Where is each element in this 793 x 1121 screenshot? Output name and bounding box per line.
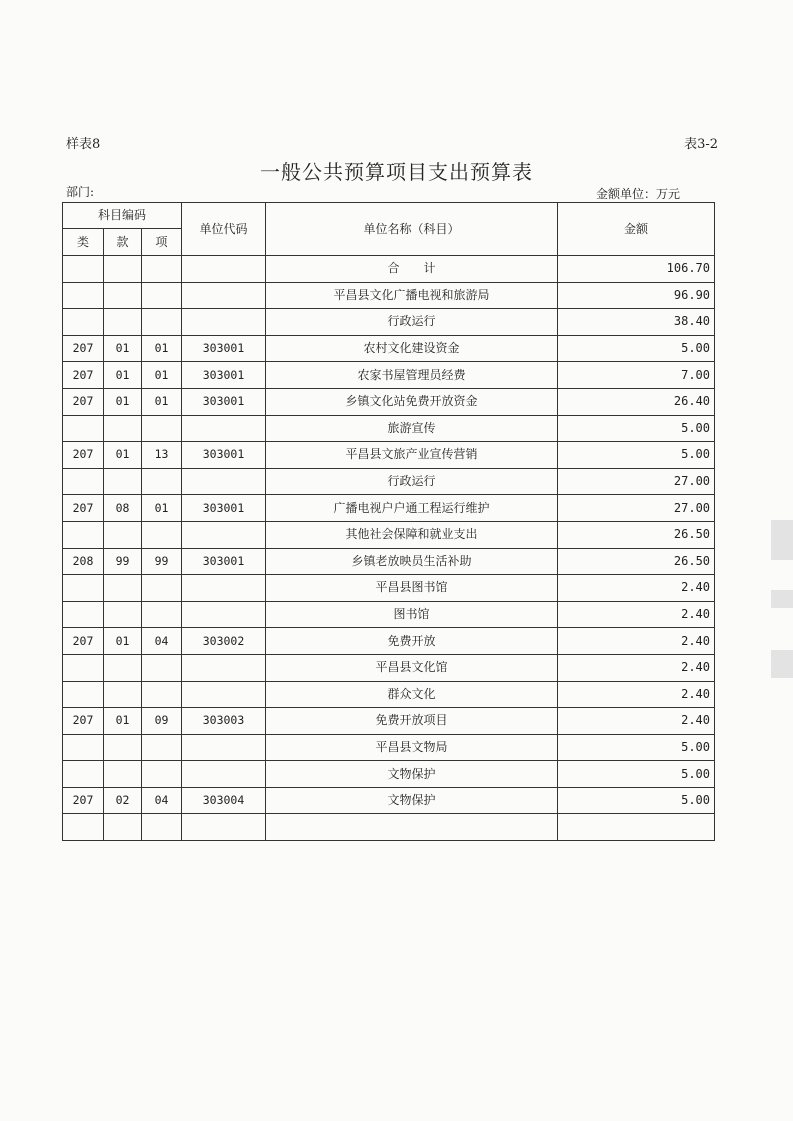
unit-name-cell: 行政运行: [266, 468, 558, 495]
kuan-cell: 08: [104, 495, 142, 522]
table-row: [63, 787, 715, 814]
xiang-cell: [142, 521, 182, 548]
unit-code-cell: 303004: [182, 787, 266, 814]
page-title: 一般公共预算项目支出预算表: [260, 160, 533, 184]
table-row: [63, 495, 715, 522]
scan-edge-mark: [771, 650, 793, 678]
xiang-cell: 01: [142, 335, 182, 362]
kuan-cell: [104, 282, 142, 309]
unit-code-cell: 303001: [182, 442, 266, 469]
kuan-cell: [104, 309, 142, 336]
unit-code-cell: [182, 282, 266, 309]
unit-code-cell: 303003: [182, 708, 266, 735]
table-row: [63, 734, 715, 761]
kuan-cell: [104, 681, 142, 708]
amount-cell: 5.00: [558, 442, 715, 469]
table-row: [63, 388, 715, 415]
amount-cell: 26.50: [558, 521, 715, 548]
kuan-cell: 01: [104, 335, 142, 362]
department-label: 部门:: [66, 185, 95, 199]
xiang-cell: [142, 654, 182, 681]
xiang-header: 项: [142, 229, 182, 256]
xiang-cell: 04: [142, 628, 182, 655]
unit-code-cell: 303001: [182, 495, 266, 522]
lei-cell: [63, 575, 104, 602]
lei-cell: 207: [63, 495, 104, 522]
unit-name-cell: 旅游宣传: [266, 415, 558, 442]
amount-cell: 2.40: [558, 708, 715, 735]
table-row: [63, 601, 715, 628]
xiang-cell: 04: [142, 787, 182, 814]
xiang-cell: 01: [142, 495, 182, 522]
amount-cell: 5.00: [558, 761, 715, 788]
amount-cell: 26.50: [558, 548, 715, 575]
amount-cell: 2.40: [558, 681, 715, 708]
table-row: [63, 335, 715, 362]
unit-code-cell: [182, 681, 266, 708]
unit-code-cell: [182, 256, 266, 283]
table-number: 表3-2: [684, 137, 718, 152]
kuan-cell: [104, 468, 142, 495]
table-row: [63, 282, 715, 309]
unit-name-cell: 合 计: [266, 256, 558, 283]
unit-code-cell: [182, 734, 266, 761]
amount-cell: 5.00: [558, 335, 715, 362]
kuan-cell: 02: [104, 787, 142, 814]
lei-cell: [63, 521, 104, 548]
unit-name-cell: 群众文化: [266, 681, 558, 708]
unit-code-cell: [182, 521, 266, 548]
unit-code-cell: [182, 415, 266, 442]
xiang-cell: [142, 814, 182, 841]
kuan-cell: [104, 654, 142, 681]
xiang-cell: [142, 468, 182, 495]
unit-name-cell: 平昌县图书馆: [266, 575, 558, 602]
unit-name-header: 单位名称（科目）: [266, 203, 558, 256]
amount-cell: 2.40: [558, 654, 715, 681]
lei-cell: [63, 654, 104, 681]
unit-code-cell: [182, 761, 266, 788]
table-header-row: [63, 203, 715, 229]
unit-code-cell: 303002: [182, 628, 266, 655]
table-row: [63, 256, 715, 283]
unit-name-cell: 免费开放: [266, 628, 558, 655]
unit-name-cell: 平昌县文化广播电视和旅游局: [266, 282, 558, 309]
table-row: [63, 309, 715, 336]
unit-name-cell: 图书馆: [266, 601, 558, 628]
table-row: [63, 521, 715, 548]
unit-code-header: 单位代码: [182, 203, 266, 256]
lei-cell: 207: [63, 388, 104, 415]
kuan-cell: [104, 575, 142, 602]
table-row: [63, 761, 715, 788]
lei-cell: 207: [63, 442, 104, 469]
table-row: [63, 628, 715, 655]
amount-cell: 38.40: [558, 309, 715, 336]
unit-name-cell: 乡镇文化站免费开放资金: [266, 388, 558, 415]
table-row: [63, 681, 715, 708]
amount-cell: 2.40: [558, 601, 715, 628]
lei-cell: [63, 256, 104, 283]
table-row: [63, 575, 715, 602]
budget-table: [62, 202, 715, 841]
unit-name-cell: 文物保护: [266, 787, 558, 814]
unit-code-cell: 303001: [182, 388, 266, 415]
unit-name-cell: 农村文化建设资金: [266, 335, 558, 362]
scan-edge-mark: [771, 520, 793, 560]
unit-code-cell: [182, 309, 266, 336]
lei-cell: 207: [63, 708, 104, 735]
xiang-cell: [142, 415, 182, 442]
amount-cell: 7.00: [558, 362, 715, 389]
xiang-cell: [142, 734, 182, 761]
table-row: [63, 814, 715, 841]
unit-name-cell: 文物保护: [266, 761, 558, 788]
xiang-cell: 99: [142, 548, 182, 575]
kuan-cell: [104, 601, 142, 628]
unit-code-cell: [182, 814, 266, 841]
lei-cell: [63, 734, 104, 761]
lei-cell: [63, 468, 104, 495]
kuan-cell: 01: [104, 708, 142, 735]
subject-code-header: 科目编码: [63, 203, 182, 229]
lei-cell: 207: [63, 787, 104, 814]
unit-name-cell: [266, 814, 558, 841]
xiang-cell: [142, 575, 182, 602]
xiang-cell: 09: [142, 708, 182, 735]
kuan-header: 款: [104, 229, 142, 256]
xiang-cell: [142, 681, 182, 708]
unit-code-cell: [182, 654, 266, 681]
amount-cell: 27.00: [558, 495, 715, 522]
kuan-cell: 01: [104, 388, 142, 415]
xiang-cell: 01: [142, 388, 182, 415]
unit-name-cell: 广播电视户户通工程运行维护: [266, 495, 558, 522]
lei-cell: [63, 814, 104, 841]
kuan-cell: [104, 415, 142, 442]
unit-name-cell: 其他社会保障和就业支出: [266, 521, 558, 548]
lei-header: 类: [63, 229, 104, 256]
unit-name-cell: 农家书屋管理员经费: [266, 362, 558, 389]
amount-cell: 96.90: [558, 282, 715, 309]
amount-cell: 5.00: [558, 734, 715, 761]
table-row: [63, 415, 715, 442]
unit-code-cell: [182, 575, 266, 602]
unit-code-cell: 303001: [182, 335, 266, 362]
unit-code-cell: [182, 601, 266, 628]
amount-cell: 5.00: [558, 415, 715, 442]
table-row: [63, 708, 715, 735]
unit-name-cell: 免费开放项目: [266, 708, 558, 735]
table-row: [63, 362, 715, 389]
table-row: [63, 654, 715, 681]
xiang-cell: [142, 256, 182, 283]
lei-cell: [63, 309, 104, 336]
unit-code-cell: 303001: [182, 362, 266, 389]
lei-cell: [63, 681, 104, 708]
kuan-cell: 01: [104, 442, 142, 469]
xiang-cell: [142, 309, 182, 336]
amount-unit-label: 金额单位：万元: [595, 187, 680, 201]
lei-cell: [63, 601, 104, 628]
table-row: [63, 442, 715, 469]
kuan-cell: [104, 814, 142, 841]
xiang-cell: 01: [142, 362, 182, 389]
unit-code-cell: [182, 468, 266, 495]
scan-edge-mark: [771, 590, 793, 608]
table-row: [63, 548, 715, 575]
lei-cell: [63, 282, 104, 309]
unit-code-cell: 303001: [182, 548, 266, 575]
lei-cell: 207: [63, 362, 104, 389]
amount-cell: 5.00: [558, 787, 715, 814]
xiang-cell: [142, 761, 182, 788]
kuan-cell: [104, 521, 142, 548]
xiang-cell: [142, 282, 182, 309]
amount-cell: 106.70: [558, 256, 715, 283]
xiang-cell: [142, 601, 182, 628]
amount-cell: [558, 814, 715, 841]
amount-cell: 27.00: [558, 468, 715, 495]
unit-name-cell: 平昌县文物局: [266, 734, 558, 761]
kuan-cell: [104, 734, 142, 761]
table-row: [63, 468, 715, 495]
lei-cell: 207: [63, 335, 104, 362]
lei-cell: 207: [63, 628, 104, 655]
lei-cell: [63, 415, 104, 442]
amount-cell: 2.40: [558, 628, 715, 655]
xiang-cell: 13: [142, 442, 182, 469]
amount-header: 金额: [558, 203, 715, 256]
lei-cell: [63, 761, 104, 788]
unit-name-cell: 平昌县文化馆: [266, 654, 558, 681]
kuan-cell: [104, 256, 142, 283]
lei-cell: 208: [63, 548, 104, 575]
kuan-cell: 99: [104, 548, 142, 575]
amount-cell: 26.40: [558, 388, 715, 415]
amount-cell: 2.40: [558, 575, 715, 602]
form-label: 样表8: [66, 137, 101, 152]
kuan-cell: [104, 761, 142, 788]
unit-name-cell: 乡镇老放映员生活补助: [266, 548, 558, 575]
kuan-cell: 01: [104, 362, 142, 389]
kuan-cell: 01: [104, 628, 142, 655]
table-body: [63, 256, 715, 841]
unit-name-cell: 平昌县文旅产业宣传营销: [266, 442, 558, 469]
unit-name-cell: 行政运行: [266, 309, 558, 336]
